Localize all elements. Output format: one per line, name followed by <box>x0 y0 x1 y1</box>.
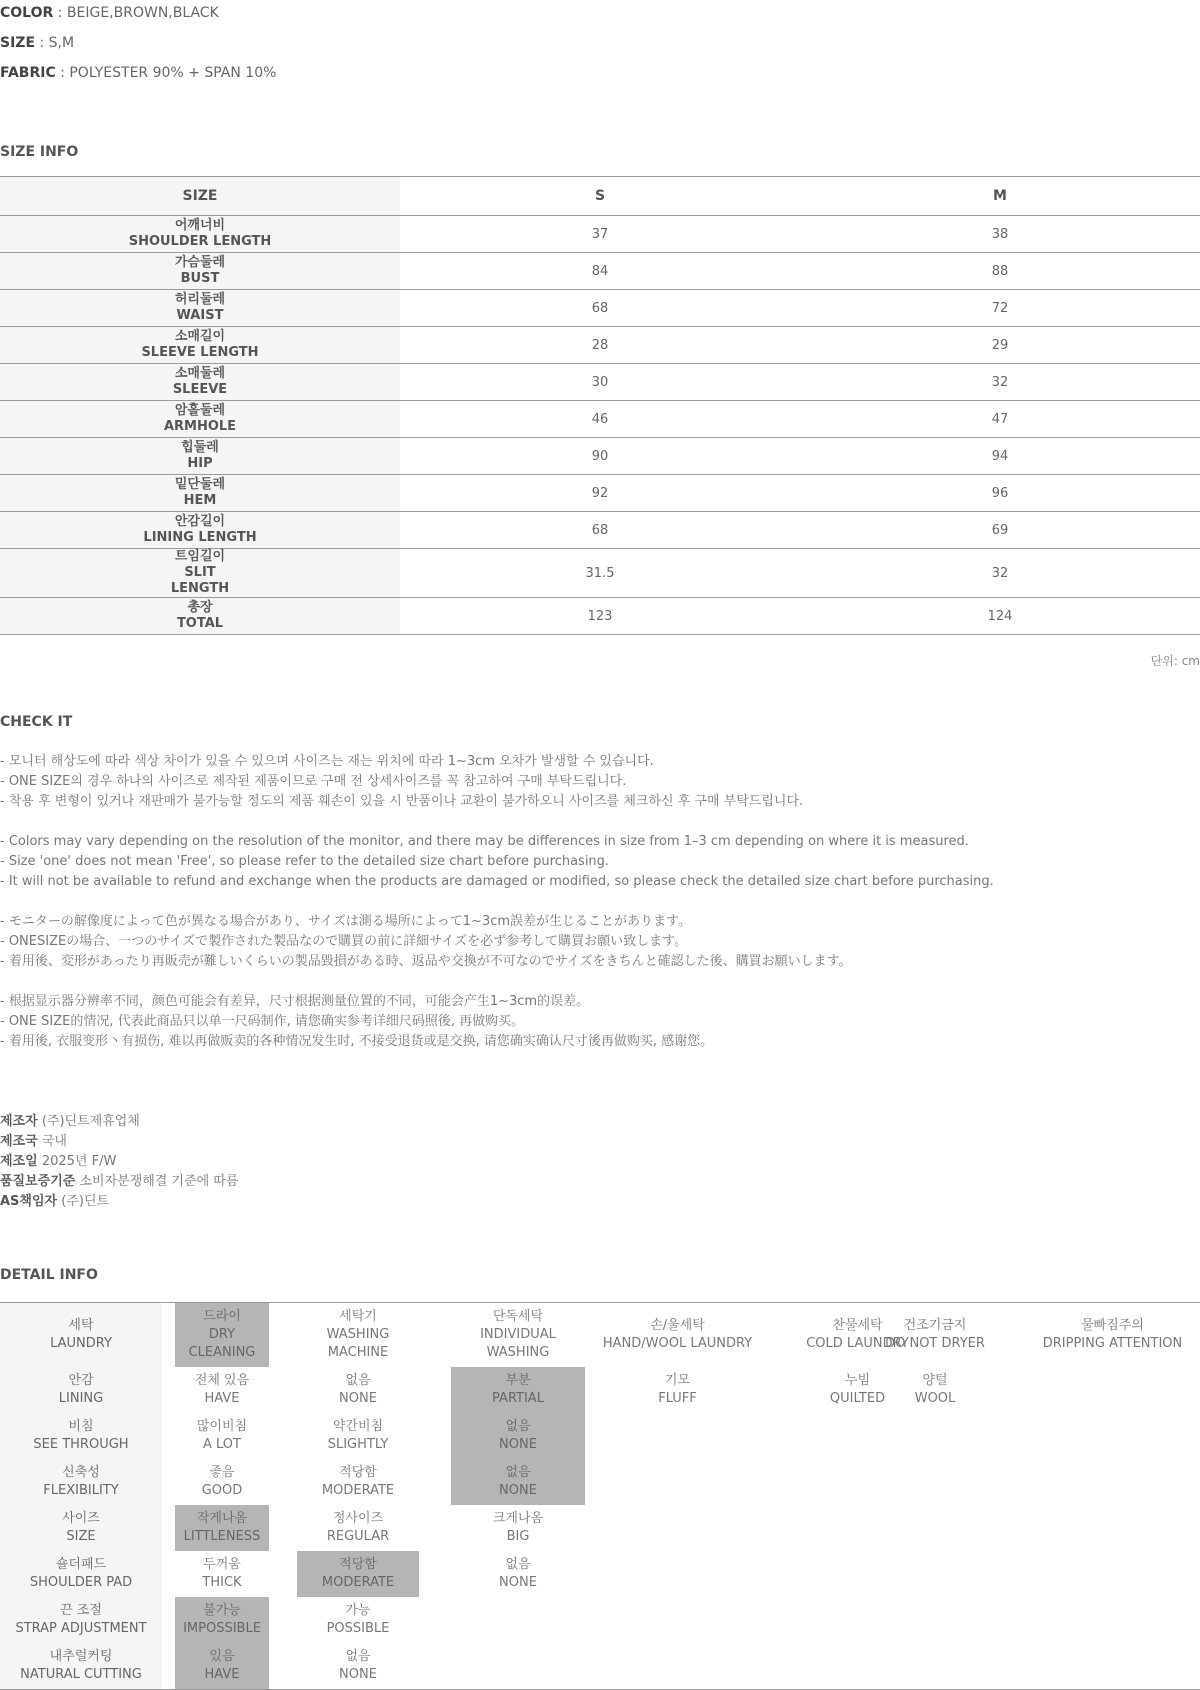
detail-option-selected: 작게나옴 LITTLENESS <box>175 1505 269 1551</box>
manufacturer-value: (주)딘트 <box>57 1194 110 1209</box>
size-table-row <box>0 290 1200 327</box>
detail-option: 약간비침 SLIGHTLY <box>327 1419 389 1452</box>
detail-option-selected: 부분 PARTIAL <box>451 1367 585 1413</box>
size-value-s: 30 <box>400 364 800 401</box>
size-row-label-en: LINING LENGTH <box>143 530 257 545</box>
detail-option-selected: 적당함 MODERATE <box>297 1551 419 1597</box>
spec-color <box>0 5 219 21</box>
detail-option: 크게나옴 BIG <box>492 1511 544 1544</box>
size-row-label-ko: 허리둘레 <box>174 292 226 307</box>
size-row-label-ko: 암홀둘레 <box>174 403 226 418</box>
size-row-label-en: BUST <box>180 271 220 286</box>
size-row-label <box>0 327 400 364</box>
detail-info-title: DETAIL INFO <box>0 1267 98 1283</box>
size-row-label-ko: 소매둘레 <box>174 366 226 381</box>
size-row-label-ko: 가슴둘레 <box>174 255 226 270</box>
notice-line: - ONESIZEの場合、一つのサイズで製作された製品なので購買の前に詳細サイズを必ず参考して購買お願い致します。 <box>0 934 688 949</box>
detail-row-label: 세탁 LAUNDRY <box>50 1318 112 1351</box>
detail-row-label: 안감 LINING <box>58 1373 104 1406</box>
size-value-m: 38 <box>800 216 1200 253</box>
size-row-label-en: SLEEVE LENGTH <box>141 345 259 360</box>
spec-fabric <box>0 65 276 81</box>
size-value-m: 47 <box>800 401 1200 438</box>
manufacturer-value: 국내 <box>37 1134 67 1149</box>
spec-value: : BEIGE,BROWN,BLACK <box>53 5 219 21</box>
notice-line: - 모니터 해상도에 따라 색상 차이가 있을 수 있으며 사이즈는 재는 위치에 따라 1~3cm 오차가 발생할 수 있습니다. <box>0 754 654 769</box>
notice-zh <box>0 992 713 1052</box>
size-row-label <box>0 549 400 598</box>
size-row-label-en: HIP <box>187 456 213 471</box>
size-row-label-ko: 힙둘레 <box>181 440 219 455</box>
detail-option: 두꺼움 THICK <box>202 1557 242 1590</box>
size-row-label <box>0 290 400 327</box>
size-value-s: 31.5 <box>400 549 800 598</box>
size-row-label-ko: 소매길이 <box>174 329 226 344</box>
notice-line: - 着用後, 衣服变形丶有损伤, 难以再做贩卖的各种情况发生时, 不接受退货或是交换, 请您确实确认尺寸後再做购买, 感谢您。 <box>0 1034 714 1049</box>
detail-option-selected: 없음 NONE <box>451 1413 585 1459</box>
manufacturer-label: 제조자 <box>0 1114 38 1129</box>
size-table-row <box>0 598 1200 635</box>
size-table-row <box>0 549 1200 598</box>
notice-en <box>0 832 994 892</box>
size-row-label-en: WAIST <box>176 308 224 323</box>
spec-size <box>0 35 74 51</box>
detail-option: 없음 NONE <box>339 1373 377 1406</box>
detail-row-label: 끈 조절 STRAP ADJUSTMENT <box>15 1603 147 1636</box>
size-value-m: 94 <box>800 438 1200 475</box>
detail-option: 가능 POSSIBLE <box>326 1603 390 1636</box>
notice-ja <box>0 912 852 972</box>
detail-row-label: 내추럴커팅 NATURAL CUTTING <box>20 1649 142 1682</box>
size-row-label <box>0 438 400 475</box>
manufacturer-value: 소비자분쟁해결 기준에 따름 <box>75 1174 239 1189</box>
detail-option: 손/울세탁 HAND/WOOL LAUNDRY <box>602 1318 753 1351</box>
manufacturer-label: 품질보증기준 <box>0 1174 76 1189</box>
size-table-row <box>0 253 1200 290</box>
detail-option: 적당함 MODERATE <box>321 1465 395 1498</box>
size-table-row <box>0 401 1200 438</box>
size-value-s: 68 <box>400 512 800 549</box>
detail-row-label: 사이즈 SIZE <box>62 1511 100 1544</box>
size-value-m: 69 <box>800 512 1200 549</box>
detail-option: 누빔 QUILTED <box>829 1373 886 1406</box>
size-row-label-en: SLEEVE <box>172 382 228 397</box>
size-value-s: 84 <box>400 253 800 290</box>
size-row-label-en: HEM <box>183 493 217 508</box>
size-row-label-ko: 총장 <box>187 600 213 615</box>
size-row-label <box>0 253 400 290</box>
size-row-label-en: TOTAL <box>176 616 224 631</box>
size-value-m: 124 <box>800 598 1200 635</box>
spec-label: COLOR <box>0 5 54 21</box>
size-row-label <box>0 598 400 635</box>
detail-option: 정사이즈 REGULAR <box>326 1511 390 1544</box>
manufacturer-line <box>0 1172 238 1192</box>
detail-option-selected: 없음 NONE <box>451 1459 585 1505</box>
detail-option: 양털 WOOL <box>914 1373 956 1406</box>
size-header-s: S <box>400 177 800 216</box>
size-row-label-ko: 어깨너비 <box>174 218 226 233</box>
manufacturer-line <box>0 1112 238 1132</box>
size-value-s: 90 <box>400 438 800 475</box>
notice-line: - ONE SIZE의 경우 하나의 사이즈로 제작된 제품이므로 구매 전 상세사이즈를 꼭 참고하여 구매 부탁드립니다. <box>0 774 627 789</box>
manufacturer-info <box>0 1112 238 1212</box>
detail-option: 전체 있음 HAVE <box>194 1373 250 1406</box>
detail-row-label: 숄더패드 SHOULDER PAD <box>29 1557 133 1590</box>
spec-label: FABRIC <box>0 65 56 81</box>
size-row-label-ko: 밑단둘레 <box>174 477 226 492</box>
detail-option-selected: 불가능 IMPOSSIBLE <box>175 1597 269 1643</box>
detail-option: 단독세탁 INDIVIDUAL WASHING <box>480 1309 556 1360</box>
size-header-label: SIZE <box>0 177 400 216</box>
detail-option: 없음 NONE <box>339 1649 377 1682</box>
unit-label: 단위: cm <box>1150 654 1200 668</box>
detail-option: 없음 NONE <box>499 1557 537 1590</box>
size-row-label-en: SLIT LENGTH <box>170 565 230 596</box>
size-table-row <box>0 327 1200 364</box>
detail-option: 많이비침 A LOT <box>196 1419 248 1452</box>
size-row-label-ko: 트임길이 <box>174 549 226 564</box>
size-value-s: 37 <box>400 216 800 253</box>
detail-option: 기모 FLUFF <box>658 1373 697 1406</box>
spec-label: SIZE <box>0 35 36 51</box>
notice-line: - Size 'one' does not mean 'Free', so please refer to the detailed size chart before purchasing. <box>0 854 610 869</box>
spec-value: : S,M <box>35 35 75 51</box>
size-row-label-en: SHOULDER LENGTH <box>128 234 272 249</box>
detail-info-grid <box>0 1302 1200 1690</box>
detail-option: 좋음 GOOD <box>201 1465 243 1498</box>
manufacturer-label: 제조일 <box>0 1154 38 1169</box>
size-table-row <box>0 216 1200 253</box>
size-header-m: M <box>800 177 1200 216</box>
size-row-label-en: ARMHOLE <box>163 419 237 434</box>
size-info-title: SIZE INFO <box>0 144 79 160</box>
notice-line: - Colors may vary depending on the resolution of the monitor, and there may be differences in size from 1–3 cm depending on where it is measured. <box>0 834 969 849</box>
size-value-m: 96 <box>800 475 1200 512</box>
detail-option: 세탁기 WASHING MACHINE <box>326 1309 390 1360</box>
manufacturer-line <box>0 1192 238 1212</box>
size-row-label <box>0 512 400 549</box>
size-value-s: 46 <box>400 401 800 438</box>
notice-line: - 着用後、変形があったり再販売が難しいくらいの製品毀損がある時、返品や交換が不可なのでサイズをきちんと確認した後、購買お願いします。 <box>0 954 852 969</box>
detail-option: 물빠짐주의 DRIPPING ATTENTION <box>1042 1318 1183 1351</box>
size-row-label-ko: 안감길이 <box>174 514 226 529</box>
notice-line: - 根据显示器分辨率不同，颜色可能会有差异，尺寸根据测量位置的不同，可能会产生1~3cm的误差。 <box>0 994 590 1009</box>
size-table <box>0 176 1200 635</box>
notice-line: - It will not be available to refund and exchange when the products are damaged or modified, so please check the detailed size chart before purchasing. <box>0 874 994 889</box>
check-it-title: CHECK IT <box>0 714 73 730</box>
size-table-row <box>0 364 1200 401</box>
size-value-m: 29 <box>800 327 1200 364</box>
manufacturer-value: 2025년 F/W <box>37 1154 117 1169</box>
size-value-s: 68 <box>400 290 800 327</box>
notice-ko <box>0 752 803 812</box>
size-value-s: 123 <box>400 598 800 635</box>
size-table-row <box>0 438 1200 475</box>
manufacturer-line <box>0 1152 238 1172</box>
size-row-label <box>0 216 400 253</box>
size-value-m: 32 <box>800 364 1200 401</box>
size-value-m: 88 <box>800 253 1200 290</box>
size-value-m: 32 <box>800 549 1200 598</box>
detail-option-selected: 있음 HAVE <box>175 1643 269 1689</box>
manufacturer-line <box>0 1132 238 1152</box>
manufacturer-label: AS책임자 <box>0 1194 58 1209</box>
notice-line: - モニターの解像度によって色が異なる場合があり、サイズは測る場所によって1~3cm誤差が生じることがあります。 <box>0 914 691 929</box>
spec-value: : POLYESTER 90% + SPAN 10% <box>55 65 277 81</box>
manufacturer-value: (주)딘트제휴업체 <box>37 1114 140 1129</box>
size-value-s: 28 <box>400 327 800 364</box>
notice-line: - ONE SIZE的情况, 代表此商品只以单一尺码制作, 请您确实参考详细尺码照後, 再做购买。 <box>0 1014 525 1029</box>
size-value-s: 92 <box>400 475 800 512</box>
size-table-header-row <box>0 177 1200 216</box>
detail-row-label: 비침 SEE THROUGH <box>33 1419 129 1452</box>
detail-option-selected: 드라이 DRY CLEANING <box>175 1303 269 1367</box>
size-value-m: 72 <box>800 290 1200 327</box>
manufacturer-label: 제조국 <box>0 1134 38 1149</box>
detail-row-label: 신축성 FLEXIBILITY <box>43 1465 119 1498</box>
size-table-row <box>0 512 1200 549</box>
notice-line: - 착용 후 변형이 있거나 재판매가 불가능할 정도의 제품 훼손이 있을 시 반품이나 교환이 불가하오니 사이즈를 체크하신 후 구매 부탁드립니다. <box>0 794 804 809</box>
detail-option: 건조기금지 DO NOT DRYER <box>885 1318 985 1351</box>
size-row-label <box>0 475 400 512</box>
detail-option: 찬물세탁 COLD LAUNDRY <box>806 1318 909 1351</box>
size-table-row <box>0 475 1200 512</box>
size-row-label <box>0 401 400 438</box>
size-row-label <box>0 364 400 401</box>
